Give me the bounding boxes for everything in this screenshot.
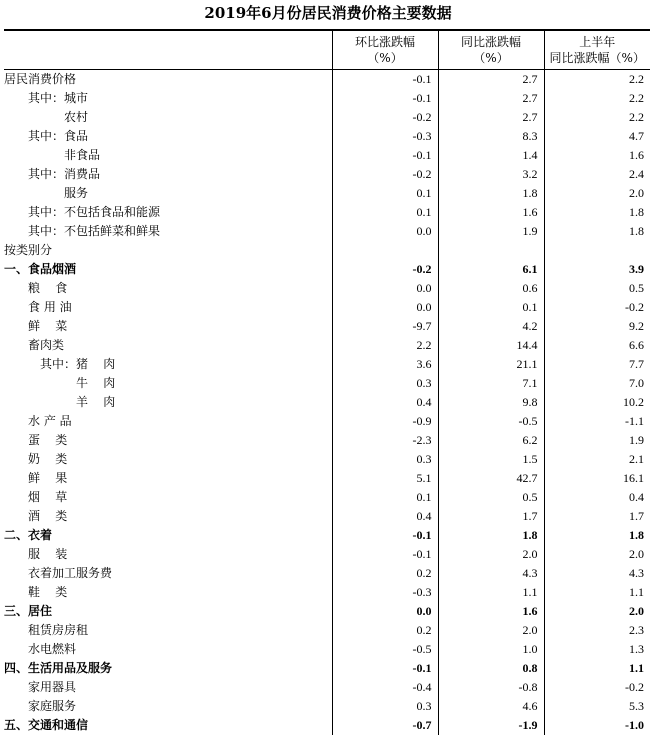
cell-mom: -0.3: [332, 583, 438, 602]
row-label: 服 装: [28, 546, 68, 561]
cell-mom: 5.1: [332, 469, 438, 488]
cell-h1: 1.7: [544, 507, 650, 526]
table-row: [4, 564, 650, 583]
cell-yoy: 7.1: [438, 374, 544, 393]
cell-mom: 0.3: [332, 450, 438, 469]
header-yoy: [438, 30, 544, 69]
cell-yoy: 8.3: [438, 127, 544, 146]
header-h1-line1: 上半年: [579, 35, 616, 49]
row-label: 水 产 品: [28, 413, 72, 428]
cell-yoy: 14.4: [438, 336, 544, 355]
table-row: [4, 241, 650, 260]
table-row: [4, 716, 650, 735]
cell-yoy: 9.8: [438, 393, 544, 412]
row-label: 衣着加工服务费: [28, 565, 113, 580]
cell-mom: -0.2: [332, 108, 438, 127]
table-row: [4, 127, 650, 146]
row-label: 二、衣着: [4, 527, 53, 542]
cell-mom: -0.1: [332, 545, 438, 564]
cell-h1: 2.2: [544, 108, 650, 127]
row-label: 按类别分: [4, 242, 53, 257]
row-label: 非食品: [64, 147, 101, 162]
row-label: 鞋 类: [28, 584, 68, 599]
cell-mom: 2.2: [332, 336, 438, 355]
cell-h1: 1.1: [544, 659, 650, 678]
cell-yoy: 21.1: [438, 355, 544, 374]
header-mom-line2: （%）: [367, 51, 403, 65]
header-yoy-line1: 同比涨跌幅: [460, 35, 521, 49]
cell-mom: -0.1: [332, 659, 438, 678]
cell-yoy: [438, 241, 544, 260]
table-row: [4, 279, 650, 298]
cell-mom: -0.1: [332, 146, 438, 165]
cpi-table: [4, 29, 650, 735]
cell-mom: 0.1: [332, 184, 438, 203]
cell-h1: 0.5: [544, 279, 650, 298]
cell-mom: -9.7: [332, 317, 438, 336]
row-label: 粮 食: [28, 280, 68, 295]
cell-h1: 6.6: [544, 336, 650, 355]
cell-yoy: 1.8: [438, 184, 544, 203]
table-row: [4, 298, 650, 317]
table-row: [4, 108, 650, 127]
cell-h1: 7.7: [544, 355, 650, 374]
table-row: [4, 602, 650, 621]
table-row: [4, 260, 650, 279]
cell-mom: -0.7: [332, 716, 438, 735]
row-label: 其中：消费品: [28, 166, 101, 181]
table-row: [4, 355, 650, 374]
cell-yoy: 1.4: [438, 146, 544, 165]
cell-yoy: 1.9: [438, 222, 544, 241]
table-row: [4, 469, 650, 488]
cell-mom: 0.3: [332, 697, 438, 716]
table-row: [4, 374, 650, 393]
cell-yoy: 6.1: [438, 260, 544, 279]
cell-mom: 0.3: [332, 374, 438, 393]
cell-mom: 3.6: [332, 355, 438, 374]
cell-h1: 1.8: [544, 526, 650, 545]
cell-h1: 7.0: [544, 374, 650, 393]
table-row: [4, 583, 650, 602]
cell-yoy: 4.2: [438, 317, 544, 336]
cell-yoy: 42.7: [438, 469, 544, 488]
cell-mom: 0.4: [332, 393, 438, 412]
cell-yoy: 3.2: [438, 165, 544, 184]
cell-yoy: 1.1: [438, 583, 544, 602]
cell-yoy: -0.5: [438, 412, 544, 431]
cell-mom: -0.1: [332, 526, 438, 545]
table-row: [4, 317, 650, 336]
row-label: 牛 肉: [76, 375, 116, 390]
cell-yoy: 2.7: [438, 108, 544, 127]
row-label: 居民消费价格: [4, 71, 77, 86]
table-row: [4, 146, 650, 165]
cell-yoy: 2.0: [438, 621, 544, 640]
table-row: [4, 222, 650, 241]
cell-h1: 4.3: [544, 564, 650, 583]
cell-h1: -0.2: [544, 678, 650, 697]
row-label: 鲜 果: [28, 470, 68, 485]
cell-yoy: 1.8: [438, 526, 544, 545]
cell-mom: 0.0: [332, 298, 438, 317]
cell-h1: 1.8: [544, 222, 650, 241]
cell-yoy: -1.9: [438, 716, 544, 735]
table-row: [4, 89, 650, 108]
cell-h1: 1.3: [544, 640, 650, 659]
cell-mom: -0.1: [332, 89, 438, 108]
row-label: 服务: [64, 185, 89, 200]
cell-mom: 0.0: [332, 222, 438, 241]
row-label: 鲜 菜: [28, 318, 68, 333]
cell-h1: 3.9: [544, 260, 650, 279]
table-row: [4, 393, 650, 412]
cell-h1: -0.2: [544, 298, 650, 317]
cell-h1: 2.0: [544, 602, 650, 621]
row-label: 畜肉类: [28, 337, 65, 352]
row-label: 蛋 类: [28, 432, 68, 447]
table-row: [4, 621, 650, 640]
cell-h1: 0.4: [544, 488, 650, 507]
cell-mom: -2.3: [332, 431, 438, 450]
table-row: [4, 526, 650, 545]
cell-yoy: 6.2: [438, 431, 544, 450]
cell-h1: 2.2: [544, 89, 650, 108]
table-row: [4, 336, 650, 355]
cell-h1: 5.3: [544, 697, 650, 716]
row-label: 四、生活用品及服务: [4, 660, 113, 675]
cell-h1: 4.7: [544, 127, 650, 146]
cell-yoy: 2.7: [438, 89, 544, 108]
cell-h1: 1.9: [544, 431, 650, 450]
row-label: 其中：不包括食品和能源: [28, 204, 161, 219]
table-row: [4, 659, 650, 678]
row-label: 水电燃料: [28, 641, 77, 656]
cell-yoy: -0.8: [438, 678, 544, 697]
table-row: [4, 69, 650, 89]
cell-mom: 0.1: [332, 488, 438, 507]
cell-yoy: 0.6: [438, 279, 544, 298]
table-row: [4, 450, 650, 469]
cell-mom: 0.2: [332, 564, 438, 583]
cell-yoy: 4.6: [438, 697, 544, 716]
cell-mom: [332, 241, 438, 260]
cell-h1: 2.1: [544, 450, 650, 469]
cell-h1: 9.2: [544, 317, 650, 336]
cell-h1: -1.1: [544, 412, 650, 431]
table-row: [4, 412, 650, 431]
cell-h1: -1.0: [544, 716, 650, 735]
cell-yoy: 0.8: [438, 659, 544, 678]
cell-h1: 1.6: [544, 146, 650, 165]
cell-mom: -0.4: [332, 678, 438, 697]
table-row: [4, 640, 650, 659]
cell-yoy: 0.5: [438, 488, 544, 507]
cell-h1: 2.0: [544, 545, 650, 564]
cell-mom: 0.1: [332, 203, 438, 222]
cell-h1: 2.2: [544, 69, 650, 89]
cell-mom: 0.0: [332, 602, 438, 621]
row-label: 酒 类: [28, 508, 68, 523]
cell-h1: 16.1: [544, 469, 650, 488]
cell-mom: -0.5: [332, 640, 438, 659]
table-body: [4, 69, 650, 735]
table-row: [4, 488, 650, 507]
table-header-row: [4, 30, 650, 69]
row-label: 三、居住: [4, 603, 53, 618]
row-label: 农村: [64, 109, 89, 124]
row-label: 烟 草: [28, 489, 68, 504]
cell-h1: 2.0: [544, 184, 650, 203]
cell-h1: 2.4: [544, 165, 650, 184]
cell-mom: 0.4: [332, 507, 438, 526]
row-label: 家庭服务: [28, 698, 77, 713]
cell-mom: 0.0: [332, 279, 438, 298]
cell-yoy: 2.0: [438, 545, 544, 564]
header-mom-line1: 环比涨跌幅: [354, 35, 415, 49]
header-yoy-line2: （%）: [473, 51, 509, 65]
header-h1-line2: 同比涨跌幅（%）: [549, 51, 645, 65]
cell-yoy: 0.1: [438, 298, 544, 317]
row-label: 五、交通和通信: [4, 717, 89, 732]
cell-yoy: 1.6: [438, 203, 544, 222]
table-row: [4, 697, 650, 716]
table-row: [4, 545, 650, 564]
table-row: [4, 507, 650, 526]
table-row: [4, 203, 650, 222]
cell-mom: -0.1: [332, 69, 438, 89]
cell-yoy: 2.7: [438, 69, 544, 89]
cell-h1: 10.2: [544, 393, 650, 412]
cell-mom: -0.2: [332, 165, 438, 184]
cell-h1: 1.1: [544, 583, 650, 602]
row-label: 羊 肉: [76, 394, 116, 409]
cell-yoy: 1.7: [438, 507, 544, 526]
cell-mom: -0.2: [332, 260, 438, 279]
cell-yoy: 1.5: [438, 450, 544, 469]
cell-mom: -0.9: [332, 412, 438, 431]
table-row: [4, 184, 650, 203]
row-label: 其中：城市: [28, 90, 89, 105]
cell-mom: -0.3: [332, 127, 438, 146]
cell-h1: 1.8: [544, 203, 650, 222]
row-label: 其中：不包括鲜菜和鲜果: [28, 223, 161, 238]
row-label: 食 用 油: [28, 299, 72, 314]
cell-yoy: 1.6: [438, 602, 544, 621]
header-label-column: [4, 30, 332, 69]
table-row: [4, 431, 650, 450]
cell-h1: 2.3: [544, 621, 650, 640]
row-label: 租赁房房租: [28, 622, 89, 637]
cell-yoy: 1.0: [438, 640, 544, 659]
row-label: 其中：猪 肉: [40, 356, 116, 371]
table-row: [4, 678, 650, 697]
row-label: 一、食品烟酒: [4, 261, 77, 276]
header-h1: [544, 30, 650, 69]
row-label: 其中：食品: [28, 128, 89, 143]
table-row: [4, 165, 650, 184]
header-mom: [332, 30, 438, 69]
row-label: 奶 类: [28, 451, 68, 466]
page-title: 2019年6月份居民消费价格主要数据: [204, 4, 452, 22]
cell-yoy: 4.3: [438, 564, 544, 583]
cell-h1: [544, 241, 650, 260]
row-label: 家用器具: [28, 679, 77, 694]
cell-mom: 0.2: [332, 621, 438, 640]
